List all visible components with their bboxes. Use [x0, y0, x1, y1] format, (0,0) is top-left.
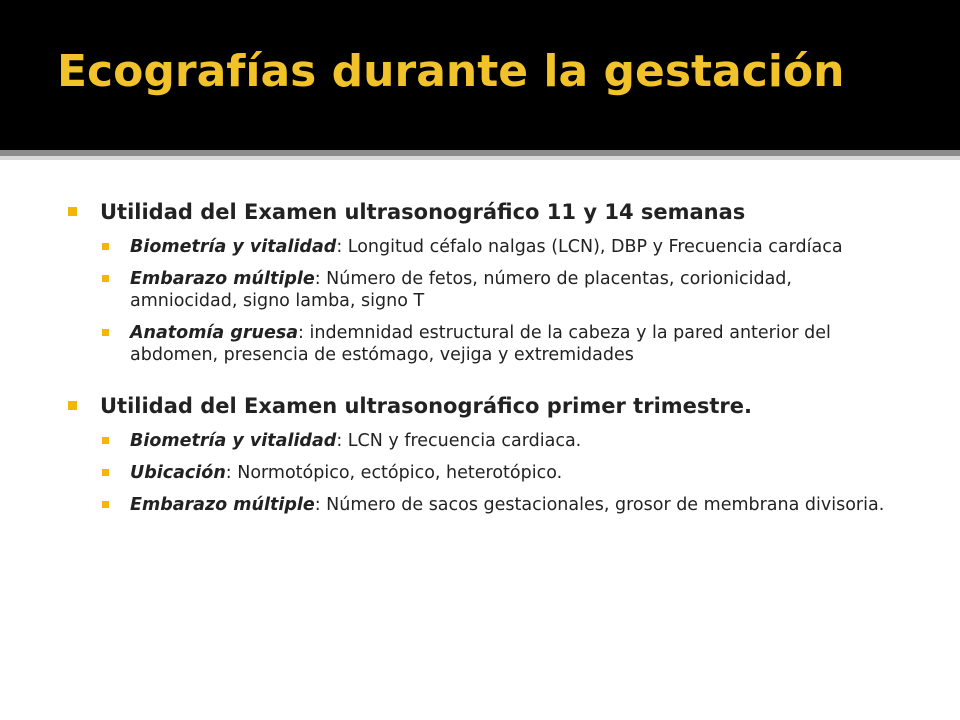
square-bullet-icon: [68, 207, 77, 216]
item-term: Ubicación: [130, 463, 226, 483]
item-text: : Número de sacos gestacionales, grosor de membrana divisoria.: [314, 495, 885, 515]
square-bullet-icon: [68, 401, 77, 410]
item-term: Biometría y vitalidad: [130, 431, 337, 451]
item-text: : indemnidad estructural de la cabeza y la pared anterior del abdomen, presencia de estómago, vejiga y extremidades: [130, 323, 831, 365]
section-heading-text: Utilidad del Examen ultrasonográfico primer trimestre.: [100, 394, 753, 418]
square-bullet-icon: [102, 469, 109, 476]
square-bullet-icon: [102, 437, 109, 444]
item-term: Embarazo múltiple: [130, 495, 315, 515]
square-bullet-icon: [102, 501, 109, 508]
list-item: [66, 462, 896, 484]
item-text: : Normotópico, ectópico, heterotópico.: [225, 463, 563, 483]
title-bar: [0, 0, 960, 150]
section-heading: [66, 198, 896, 226]
item-text: : Número de fetos, número de placentas, corionicidad, amniocidad, signo lamba, signo T: [130, 269, 792, 311]
square-bullet-icon: [102, 243, 109, 250]
bullet-list: [66, 198, 896, 542]
square-bullet-icon: [102, 275, 109, 282]
section-11-14-weeks: [66, 198, 896, 366]
square-bullet-icon: [102, 329, 109, 336]
list-item: [66, 236, 896, 258]
item-text: : Longitud céfalo nalgas (LCN), DBP y Frecuencia cardíaca: [336, 237, 843, 257]
section-heading: [66, 392, 896, 420]
slide-title: Ecografías durante la gestación: [57, 46, 845, 97]
list-item: [66, 494, 896, 516]
item-term: Biometría y vitalidad: [130, 237, 337, 257]
list-item: [66, 430, 896, 452]
list-item: [66, 322, 896, 366]
section-first-trimester: [66, 392, 896, 516]
slide-body: [0, 160, 960, 720]
item-text: : LCN y frecuencia cardiaca.: [336, 431, 582, 451]
item-term: Anatomía gruesa: [130, 323, 299, 343]
item-term: Embarazo múltiple: [130, 269, 315, 289]
list-item: [66, 268, 896, 312]
section-heading-text: Utilidad del Examen ultrasonográfico 11 y 14 semanas: [100, 200, 746, 224]
